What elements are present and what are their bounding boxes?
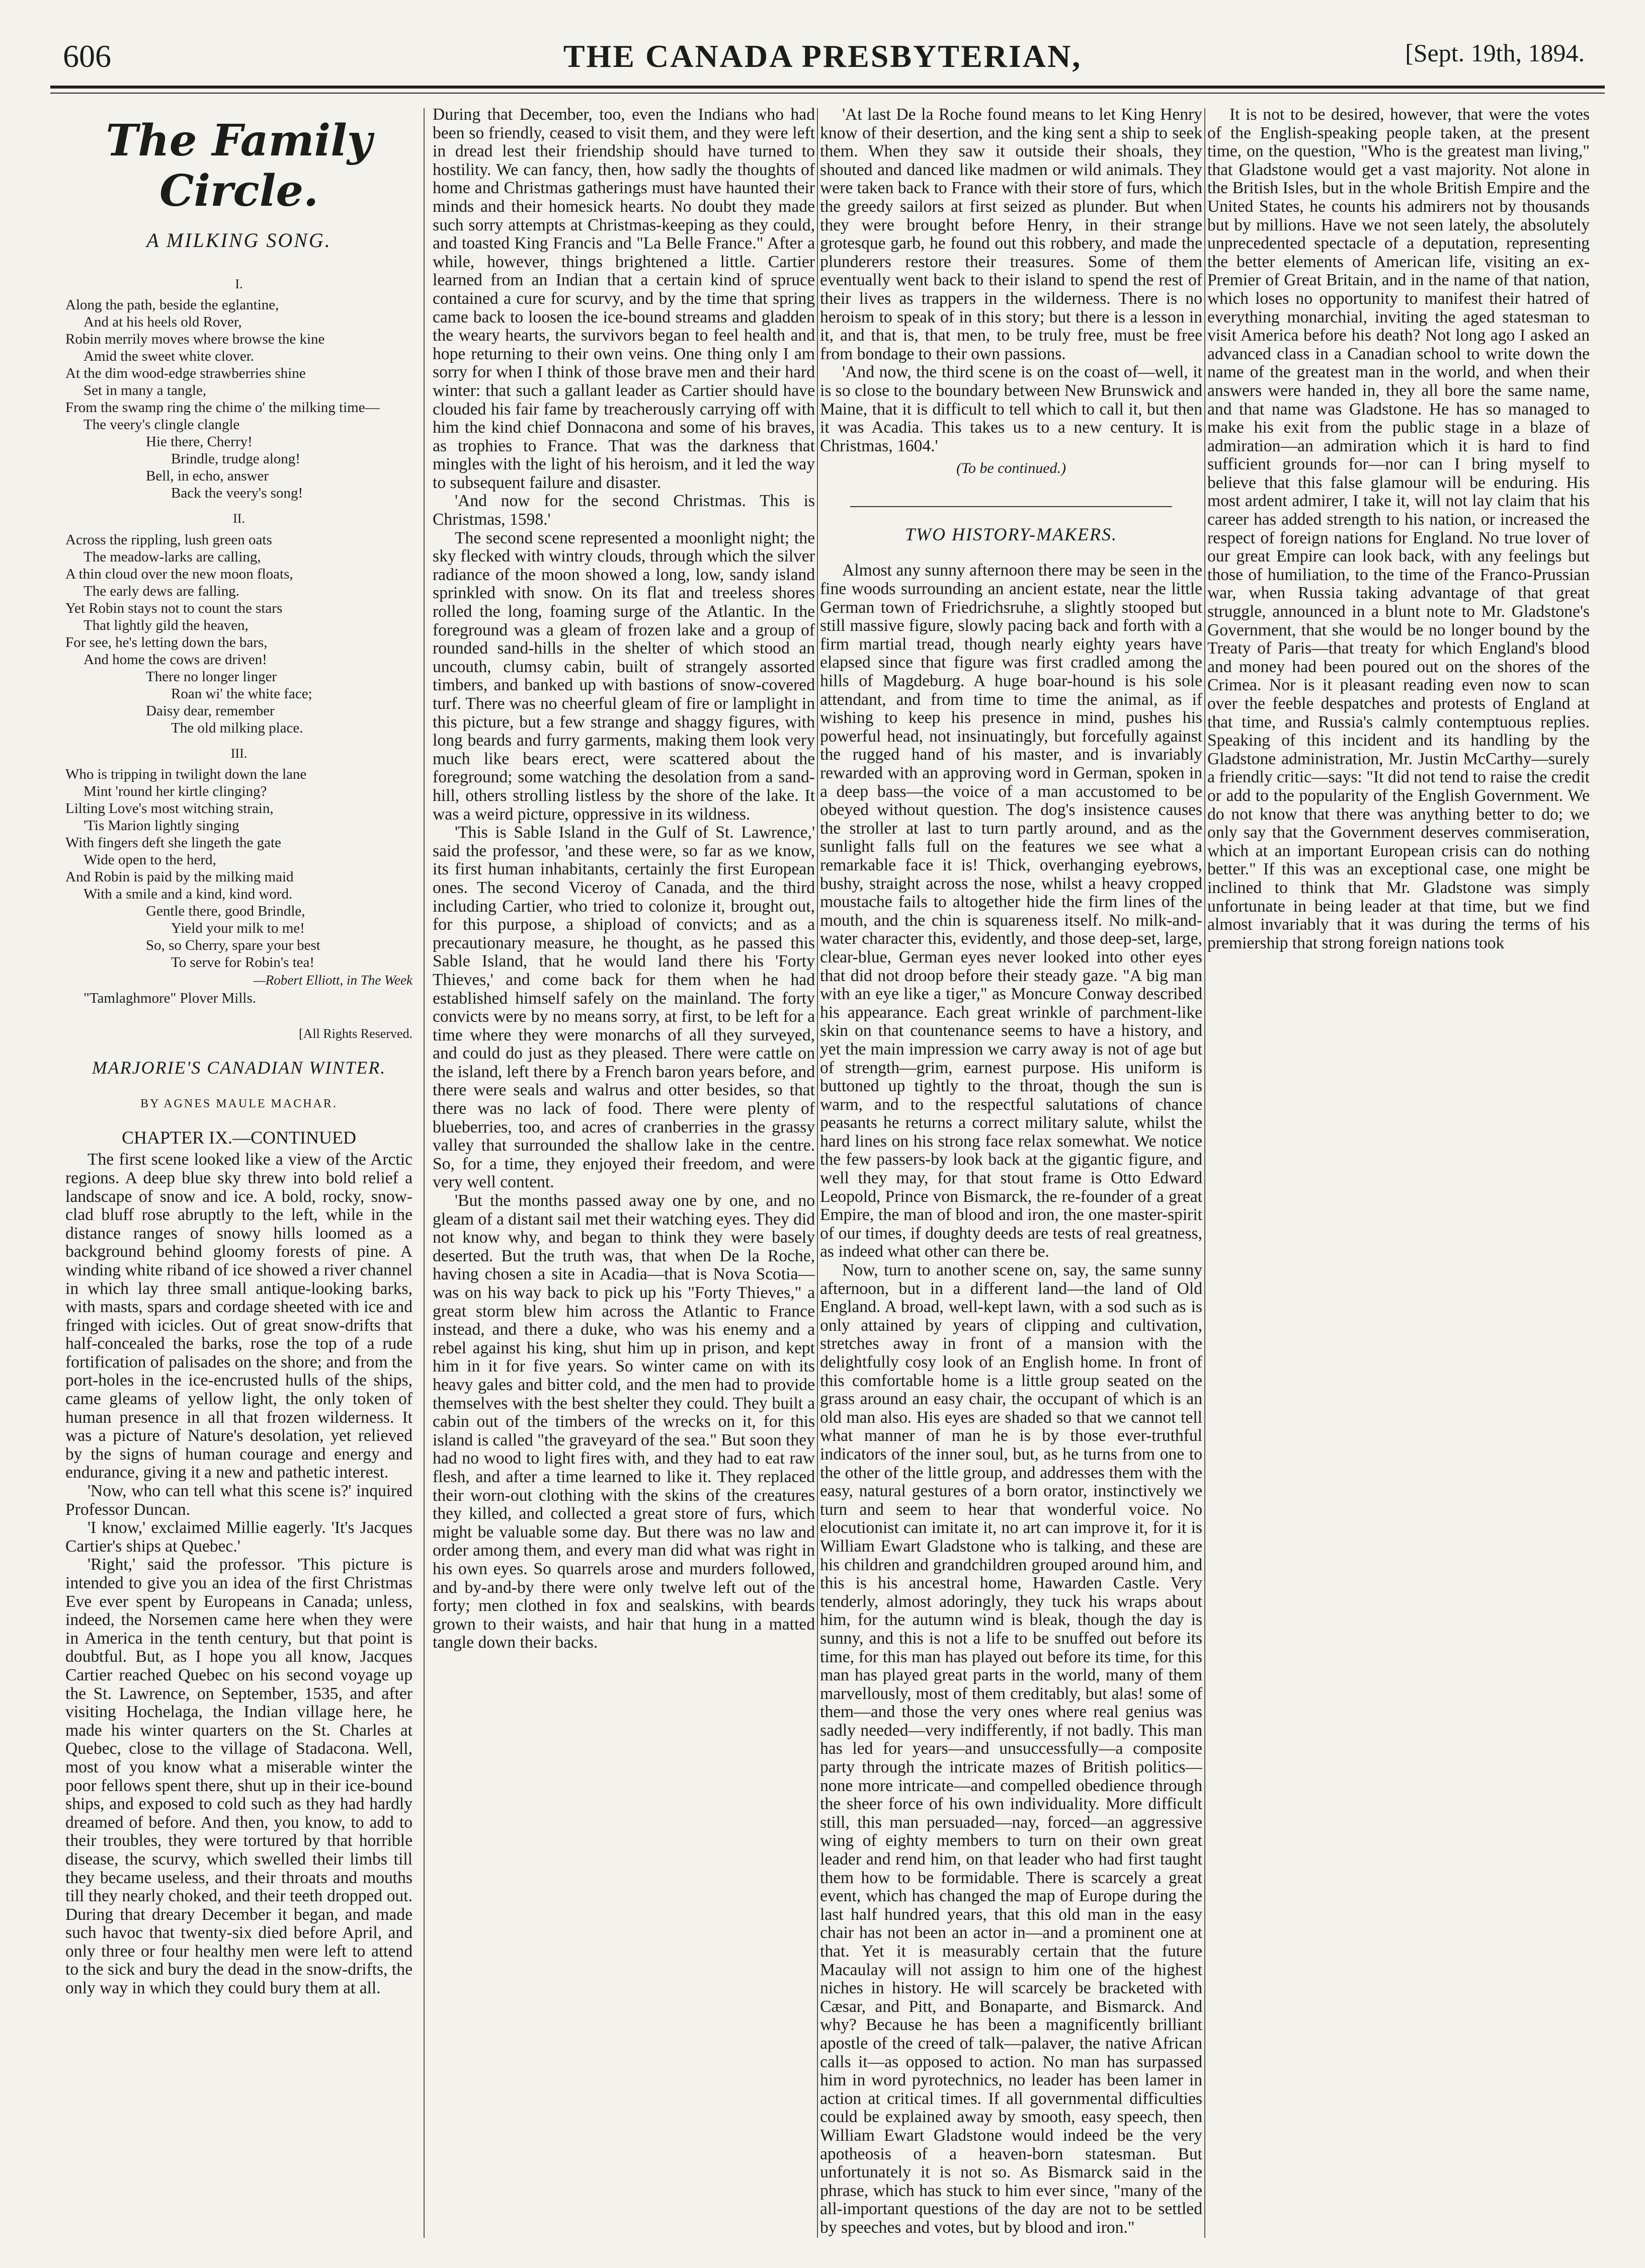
serial-title: MARJORIE'S CANADIAN WINTER. [92, 1057, 386, 1078]
poem-line: For see, he's letting down the bars, [65, 634, 268, 651]
poem-stanza-2 [65, 531, 413, 737]
poem-line: With fingers deft she lingeth the gate [65, 835, 281, 851]
poem-line: Lilting Love's most witching strain, [65, 800, 274, 817]
poem-line: 'Tis Marion lightly singing [84, 818, 239, 834]
poem-line: And home the cows are driven! [84, 651, 267, 668]
poem-place: "Tamlaghmore" Plover Mills. [84, 990, 257, 1006]
paragraph: 'At last De la Roche found means to let King Henry know of their desertion, and the king sent a ship to seek them. When they saw it outside their shoals, they shouted and danced like madmen or wild animals. They were taken back to France with their store of furs, which the greedy sailors at first seized as plunder. But when they were brought before Henry, in their strange grotesque garb, he found out this robbery, and made the plunderers restore their treasures. Some of them eventually went back to their island to spend the rest of their lives as trappers in the wilderness. There is no heroism to speak of in this story; but there is a lesson in it, and that is, that men, to be truly free, must be free from bondage to their own passions. [820, 106, 1202, 363]
poem-line: Bell, in echo, answer [146, 468, 269, 484]
newspaper-title: THE CANADA PRESBYTERIAN, [563, 38, 1082, 74]
poem-line: Roan wi' the white face; [171, 685, 312, 702]
column-4 [1207, 106, 1590, 2238]
poem-line: Yield your milk to me! [171, 920, 305, 937]
poem-line: So, so Cherry, spare your best [146, 937, 320, 954]
paragraph: Almost any sunny afternoon there may be seen in the fine woods surrounding an ancient estate, near the little German town of Friedrichsruhe, a slightly stooped but still massive figure, slowly pacing back and forth with a firm martial tread, though nearly eighty years have elapsed since that figure was first cradled among the hills of Magdeburg. A huge boar-hound is his sole attendant, and from time to time the animal, as if wishing to keep his presence in mind, pushes his powerful head, not insinuatingly, but forcefully against the rugged hand of his master, and is invariably rewarded with an approving word in German, spoken in a deep bass—the voice of a man accustomed to be obeyed without question. The dog's insistence causes the stroller at last to turn partly around, and as the sunlight falls full on the features we see what a remarkable face it is! Thick, overhanging eyebrows, bushy, straight across the nose, whilst a heavy cropped moustache fails to altogether hide the firm lines of the mouth, and the chin is squareness itself. No milk-and-water character this, evidently, and those deep-set, large, clear-blue, German eyes never looked into other eyes that did not droop before their steady gaze. "A big man with an eye like a tiger," as Moncure Conway described his appearance. Each great wrinkle of parchment-like skin on that countenance seems to have a history, and yet the main impression we carry away is not of age but of strength—grim, earnest purpose. His uniform is buttoned up tightly to the throat, though the sun is warm, and to the respectful salutations of chance peasants he returns a correct military salute, whilst the hard lines on his strong face relax somewhat. We notice the few passers-by look back at the gigantic figure, and well they may, for that stout frame is Otto Edward Leopold, Prince von Bismarck, the re-founder of a great Empire, the man of blood and iron, the one master-spirit of our times, if doughty deeds are tests of real greatness, as indeed what other can there be. [820, 561, 1202, 1261]
header-rule-thin [50, 93, 1605, 94]
poem-line: Brindle, trudge along! [171, 451, 300, 467]
paragraph: 'And now, the third scene is on the coast of—well, it is so close to the boundary between New Brunswick and Maine, that it is difficult to tell which to call it, but then it was Acadia. This takes us to a new century. It is Christmas, 1604.' [820, 363, 1202, 455]
poem-line: Who is tripping in twilight down the lane [65, 766, 307, 783]
serial-byline: BY AGNES MAULE MACHAR. [140, 1097, 338, 1111]
to-be-continued: (To be continued.) [956, 460, 1066, 477]
paragraph: 'I know,' exclaimed Millie eagerly. 'It's Jacques Cartier's ships at Quebec.' [65, 1518, 413, 1556]
poem-line: Hie there, Cherry! [146, 434, 253, 450]
paragraph: During that December, too, even the Indians who had been so friendly, ceased to visit them, and they were left in dread lest their friendship should have turned to hostility. We can fancy, then, how sadly the thoughts of home and Christmas gatherings must have haunted their minds and their homesick hearts. No doubt they made such sorry attempts at Christmas-keeping as they could, and toasted King Francis and "La Belle France." After a while, however, things brightened a little. Cartier learned from an Indian that a certain kind of spruce contained a cure for scurvy, and by the time that spring came back to loosen the ice-bound streams and gladden the weary hearts, the survivors began to feel health and hope returning to their own veins. One thing only I am sorry for when I think of those brave men and their hard winter: that such a gallant leader as Cartier should have clouded his fair fame by treacherously carrying off with him the kind chief Donnacona and some of his braves, as trophies to France. That was the darkness that mingles with the light of his heroism, and it led the way to subsequent failure and disaster. [433, 106, 815, 492]
poem-line: Back the veery's song! [171, 485, 303, 502]
paragraph: 'Right,' said the professor. 'This picture is intended to give you an idea of the first Christmas Eve ever spent by Europeans in Canada; unless, indeed, the Norsemen came here when they were in America in the tenth century, but that point is doubtful. But, as I hope you all know, Jacques Cartier reached Quebec on his second voyage up the St. Lawrence, on September, 1535, and after visiting Hochelaga, the Indian village here, he made his winter quarters on the St. Charles at Quebec, close to the village of Stadacona. Well, most of you know what a miserable winter the poor fellows spent there, shut up in their ice-bound ships, and exposed to cold such as they had hardly dreamed of before. And then, you know, to add to their troubles, they were tortured by that horrible disease, the scurvy, which swelled their limbs till they became useless, and their throats and mouths till they nearly choked, and their teeth dropped out. During that dreary December it began, and made such havoc that twenty-six died before April, and only three or four healthy men were left to attend to the sick and bury the dead in the snow-drifts, the only way in which they could bury them at all. [65, 1555, 413, 1998]
rights-notice: [All Rights Reserved. [298, 1026, 413, 1041]
poem-line: Set in many a tangle, [84, 382, 207, 399]
poem-line: That lightly gild the heaven, [84, 617, 249, 633]
poem-line: A thin cloud over the new moon floats, [65, 565, 293, 582]
poem-line: The meadow-larks are calling, [84, 548, 261, 565]
poem-line: At the dim wood-edge strawberries shine [65, 365, 306, 382]
paragraph: 'And now for the second Christmas. This is Christmas, 1598.' [433, 492, 815, 529]
column-divider [424, 108, 425, 2238]
poem-line: Gentle there, good Brindle, [146, 903, 305, 920]
poem-line: Along the path, beside the eglantine, [65, 297, 279, 313]
column-divider [1204, 108, 1205, 2238]
stanza-numeral: I. [235, 276, 243, 291]
poem-line: With a smile and a kind, kind word. [84, 886, 293, 903]
family-circle-heading: The Family Circle. [106, 115, 372, 216]
paragraph: The first scene looked like a view of the Arctic regions. A deep blue sky threw into bold relief a landscape of snow and ice. A bold, rocky, snow-clad bluff rose abruptly to the left, while in the distance ranges of snowy hills loomed as a background behind gloomy forests of pine. A winding white riband of ice showed a river channel in which lay three small antique-looking barks, with masts, spars and cordage sheeted with ice and fringed with icicles. Out of great snow-drifts that half-concealed the barks, rose the top of a rude fortification of palisades on the shore; and from the port-holes in the ice-encrusted hulls of the ships, came gleams of yellow light, the only token of human presence in all that frozen wilderness. It was a picture of Nature's desolation, yet relieved by the signs of human courage and energy and endurance, giving it a new and pathetic interest. [65, 1150, 413, 1482]
poem-stanza-3 [65, 766, 413, 971]
poem-author: —Robert Elliott, in The Week [253, 973, 413, 988]
paragraph: 'But the months passed away one by one, and no gleam of a distant sail met their watching eyes. They did not know why, and began to think they were basely deserted. But the truth was, that when De la Roche, having chosen a site in Acadia—that is Nova Scotia—was on his way back to pick up his "Forty Thieves," a great storm blew him across the Atlantic to France instead, and there a duke, who was his enemy and a rebel against his king, shut him up in prison, and kept him in it for five years. So winter came on with its heavy gales and bitter cold, and the men had to provide themselves with the best shelter they could. They built a cabin out of the timbers of the wrecks on it, for this island is called "the graveyard of the sea." But soon they had no wood to light fires with, and they had to eat raw flesh, and after a time learned to like it. They replaced their worn-out clothing with the skins of the creatures they killed, and collected a great store of furs, which might be valuable some day. But there was no law and order among them, and every man did what was right in his own eyes. So quarrels arose and murders followed, and by-and-by there were only twelve left out of the forty; men clothed in fox and sealskins, with beards grown to their waists, and hair that hung in a matted tangle down their backs. [433, 1191, 815, 1652]
paragraph: 'This is Sable Island in the Gulf of St. Lawrence,' said the professor, 'and these were, so far as we know, its first human inhabitants, certainly the first European ones. The second Viceroy of Canada, and the third including Cartier, who tried to colonize it, brought out, for this purpose, a shipload of convicts; and as a precautionary measure, he thought, as he passed this Sable Island, that he would land there his 'Forty Thieves,' and come back for them when he had established himself safely on the mainland. The forty convicts were by no means sorry, at first, to be left for a time where they were monarchs of all they surveyed, and could do just as they pleased. There were cattle on the island, left there by a French baron years before, and there were seals and walrus and otter besides, so that there was no lack of food. There were plenty of blueberries, too, and acres of cranberries in the grassy valley that surrounded the shallow lake in the centre. So, for a time, they enjoyed their freedom, and were very well content. [433, 823, 815, 1192]
column-1 [65, 106, 413, 2238]
paragraph: The second scene represented a moonlight night; the sky flecked with wintry clouds, through which the silver radiance of the moon showed a long, low, sandy island sprinkled with snow. On its flat and treeless shores rolled the long, foaming surge of the Atlantic. In the foreground was a gleam of frozen lake and a group of rounded sand-hills in the shelter of which stood an uncouth, clumsy cabin, built of strangely assorted timbers, and banked up with bastions of snow-covered turf. There was no cheerful gleam of fire or lamplight in this picture, but a few strange and shaggy figures, with long beards and furry garments, making them look very much like bears erect, were scattered about the foreground; some watching the desolation from a sand-hill, others strolling listless by the shore of the lake. It was a weird picture, oppressive in its wildness. [433, 528, 815, 824]
column-divider [817, 108, 818, 2238]
column-2 [433, 106, 815, 2238]
chapter-heading: CHAPTER IX.—CONTINUED [122, 1127, 356, 1148]
poem-title: A MILKING SONG. [146, 229, 332, 252]
poem-line: The old milking place. [171, 719, 303, 736]
poem-line: And Robin is paid by the milking maid [65, 869, 294, 885]
poem-stanza-1 [65, 296, 413, 502]
stanza-numeral: II. [233, 511, 245, 526]
poem-line: The veery's clingle clangle [84, 417, 240, 433]
poem-line: Mint 'round her kirtle clinging? [84, 783, 267, 800]
poem-line: Robin merrily moves where browse the kine [65, 331, 325, 348]
section-rule [850, 506, 1172, 507]
poem-line: Across the rippling, lush green oats [65, 531, 272, 548]
poem-line: Amid the sweet white clover. [84, 348, 255, 365]
paragraph: Now, turn to another scene on, say, the same sunny afternoon, but in a different land—the land of Old England. A broad, well-kept lawn, with a sod such as is only attained by years of clipping and cultivation, stretches away in front of a mansion with the delightfully cosy look of an English home. In front of this comfortable home is a little group seated on the grass around an easy chair, the occupant of which is an old man also. His eyes are shaded so that we cannot tell what manner of man he is by those ever-truthful indicators of the inner soul, but, as he turns from one to the other of the little group, and addresses them with the easy, natural gestures of a born orator, instinctively we turn and seem to hear that wonderful voice. No elocutionist can imitate it, no art can improve it, for it is William Ewart Gladstone who is talking, and these are his children and grandchildren grouped around him, and this is his ancestral home, Hawarden Castle. Very tenderly, almost adoringly, they tuck his wraps about him, for the autumn wind is bleak, though the day is sunny, and this is not a life to be snuffed out before its time, for this man has played out before its time, for this man has played great parts in the world, many of them marvellously, most of them creditably, but alas! some of them—and those the very ones where real genius was sadly needed—very indifferently, if not badly. This man has led for years—and unsuccessfully—a composite party through the intricate mazes of British politics—none more intricate—and compelled obedience through the sheer force of his own individuality. More difficult still, this man persuaded—nay, forced—an aggressive wing of eighty members to turn on their own great leader and rend him, on that leader who had first taught them how to be formidable. There is scarcely a great event, which has changed the map of Europe during the last half hundred years, that this old man in the easy chair has not been an actor in—and a prominent one at that. Yet it is measurably certain that the future Macaulay will not assign to him one of the highest niches in history. He will scarcely be bracketed with Cæsar, and Pitt, and Bonaparte, and Bismarck. And why? Because he has been a magnificently brilliant apostle of the creed of talk—palaver, the native African calls it—as opposed to action. No man has surpassed him in word pyrotechnics, no leader has been lamer in action at critical times. If all governmental difficulties could be explained away by smooth, easy speech, then William Ewart Gladstone would indeed be the very apotheosis of a heaven-born statesman. But unfortunately it is not so. As Bismarck said in the phrase, which has stuck to him ever since, "many of the all-important questions of the day are not to be settled by speeches and votes, but by blood and iron." [820, 1261, 1202, 2237]
article-title: TWO HISTORY-MAKERS. [904, 524, 1117, 544]
poem-line: To serve for Robin's tea! [171, 954, 315, 971]
poem-line: The early dews are falling. [84, 583, 239, 599]
issue-date: [Sept. 19th, 1894. [1405, 39, 1585, 67]
poem-line: Wide open to the herd, [84, 852, 216, 868]
poem-line: From the swamp ring the chime o' the milking time— [65, 399, 380, 416]
poem-line: There no longer linger [146, 668, 277, 685]
header-rule [50, 86, 1605, 89]
poem-line: Daisy dear, remember [146, 702, 275, 719]
poem-line: Yet Robin stays not to count the stars [65, 600, 283, 616]
column-3 [820, 106, 1202, 2238]
poem-line: And at his heels old Rover, [84, 314, 242, 331]
paragraph: 'Now, who can tell what this scene is?' inquired Professor Duncan. [65, 1482, 413, 1519]
stanza-numeral: III. [230, 746, 248, 761]
paragraph: It is not to be desired, however, that were the votes of the English-speaking people taken, at the present time, on the question, "Who is the greatest man living," that Gladstone would get a vast majority. Not alone in the British Isles, but in the whole British Empire and the United States, he counts his admirers not by thousands but by millions. Have we not seen lately, the absolutely unprecedented spectacle of a deputation, representing the better elements of American life, visiting an ex-Premier of Great Britain, and in the name of that nation, which loses no opportunity to manifest their hatred of everything monarchial, inviting the aged statesman to visit America before his death? Not long ago I asked an advanced class in a Canadian school to write down the name of the greatest man in the world, and when their answers were handed in, they all bore the same name, and that name was Gladstone. He has so managed to make his exit from the public stage in a blaze of admiration—an admiration which it is hard to find sufficient grounds for—nor can I bring myself to believe that this false glamour will be enduring. His most ardent admirer, I take it, will not lay claim that his career has added strength to his nation, or increased the respect of foreign nations for England. No true lover of our great Empire can look back, with any feelings but those of humiliation, to the time of the Franco-Prussian war, when Russia taking advantage of that great struggle, announced in a blunt note to Mr. Gladstone's Government, that she would be no longer bound by the Treaty of Paris—that treaty for which England's blood and money had been poured out on the shores of the Crimea. Nor is it pleasant reading even now to scan over the feeble despatches and protests of England at that time, and Russia's calmly contemptuous replies. Speaking of this incident and its handling by the Gladstone administration, Mr. Justin McCarthy—surely a friendly critic—says: "It did not tend to raise the credit or add to the popularity of the English Government. We do not know that there was anything better to do; we only say that the Government deserves commiseration, which at an important European crisis can do nothing better." If this was an exceptional case, one might be inclined to think that Mr. Gladstone was simply unfortunate in being leader at that time, but we find almost invariably that it was during the terms of his premiership that strong foreign nations took [1207, 106, 1590, 952]
page-number: 606 [63, 38, 111, 74]
